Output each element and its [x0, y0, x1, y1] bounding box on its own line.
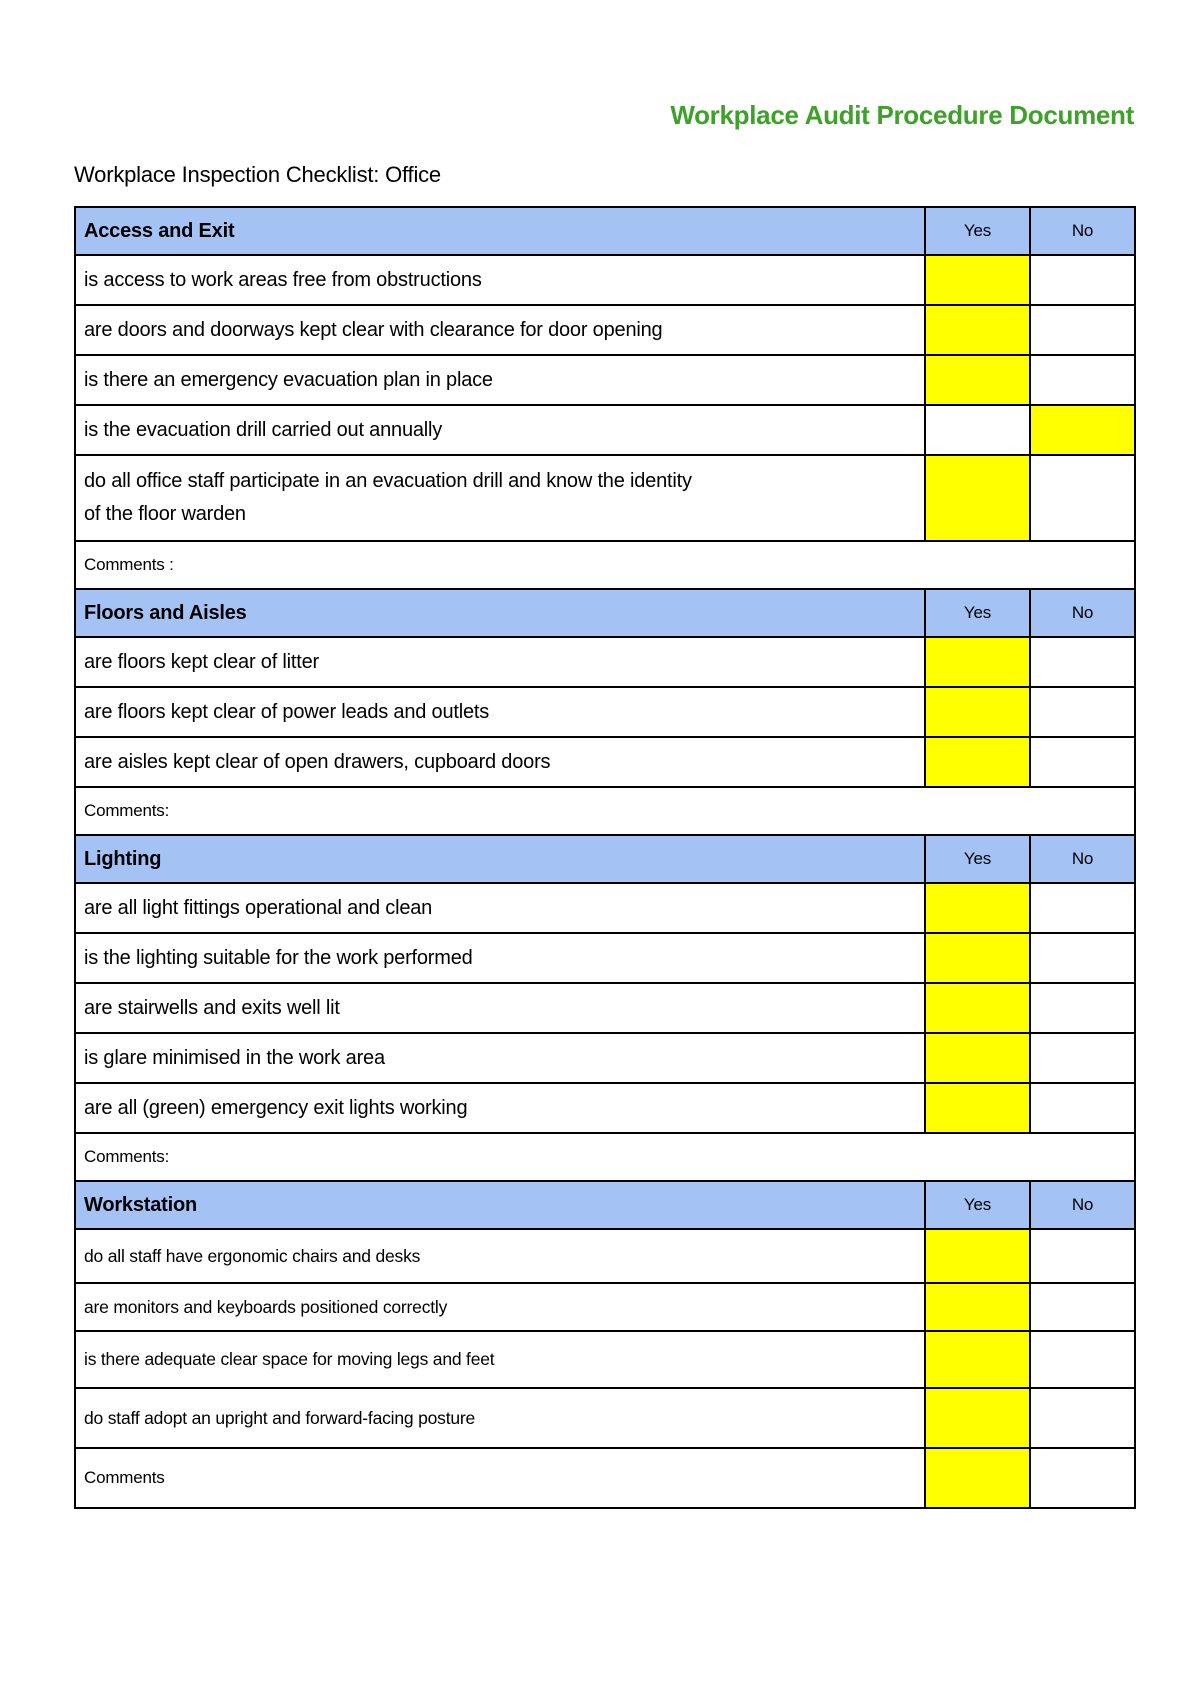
checklist-row: [75, 405, 1135, 455]
question-text: are all light fittings operational and clean: [75, 883, 925, 933]
yes-cell[interactable]: [925, 737, 1030, 787]
section-header-access-and-exit: [75, 207, 1135, 255]
comments-field[interactable]: Comments :: [75, 541, 1135, 589]
checklist-row: [75, 933, 1135, 983]
no-cell[interactable]: [1030, 737, 1135, 787]
no-cell[interactable]: [1030, 687, 1135, 737]
no-cell[interactable]: [1030, 933, 1135, 983]
question-text: are doors and doorways kept clear with clearance for door opening: [75, 305, 925, 355]
question-text: are floors kept clear of power leads and outlets: [75, 687, 925, 737]
comments-row: [75, 541, 1135, 589]
yes-cell[interactable]: [925, 1083, 1030, 1133]
question-text: are floors kept clear of litter: [75, 637, 925, 687]
checklist-row: [75, 1083, 1135, 1133]
no-column-header: No: [1030, 835, 1135, 883]
no-cell[interactable]: [1030, 1229, 1135, 1283]
no-cell[interactable]: [1030, 405, 1135, 455]
yes-cell[interactable]: [925, 405, 1030, 455]
yes-cell[interactable]: [925, 983, 1030, 1033]
document-header-title: Workplace Audit Procedure Document: [670, 100, 1134, 130]
comments-row: [75, 787, 1135, 835]
no-cell[interactable]: [1030, 983, 1135, 1033]
yes-cell[interactable]: [925, 1033, 1030, 1083]
checklist-row: [75, 737, 1135, 787]
yes-cell[interactable]: [925, 687, 1030, 737]
checklist-row: [75, 687, 1135, 737]
yes-cell[interactable]: [925, 1229, 1030, 1283]
question-text: [75, 455, 925, 541]
section-header-floors-and-aisles: [75, 589, 1135, 637]
no-column-header: No: [1030, 207, 1135, 255]
yes-cell[interactable]: [925, 1388, 1030, 1448]
section-title: Lighting: [75, 835, 925, 883]
yes-cell[interactable]: [925, 1283, 1030, 1331]
section-title: Floors and Aisles: [75, 589, 925, 637]
checklist-row: [75, 883, 1135, 933]
question-text: is the lighting suitable for the work performed: [75, 933, 925, 983]
question-line-1: do all office staff participate in an evacuation drill and know the identity: [84, 470, 692, 492]
question-text: is access to work areas free from obstructions: [75, 255, 925, 305]
yes-cell[interactable]: [925, 355, 1030, 405]
comments-field[interactable]: Comments:: [75, 1133, 1135, 1181]
yes-cell[interactable]: [925, 933, 1030, 983]
checklist-row: [75, 1388, 1135, 1448]
no-cell[interactable]: [1030, 255, 1135, 305]
section-title: Workstation: [75, 1181, 925, 1229]
no-cell[interactable]: [1030, 455, 1135, 541]
comments-row: [75, 1448, 1135, 1508]
no-cell[interactable]: [1030, 1331, 1135, 1388]
checklist-row: [75, 637, 1135, 687]
question-text: is there an emergency evacuation plan in place: [75, 355, 925, 405]
no-column-header: No: [1030, 1181, 1135, 1229]
question-text: are all (green) emergency exit lights working: [75, 1083, 925, 1133]
checklist-title: Workplace Inspection Checklist: Office: [74, 162, 441, 187]
yes-cell[interactable]: [925, 1448, 1030, 1508]
no-cell[interactable]: [1030, 1033, 1135, 1083]
question-text: are aisles kept clear of open drawers, cupboard doors: [75, 737, 925, 787]
comments-row: [75, 1133, 1135, 1181]
yes-cell[interactable]: [925, 255, 1030, 305]
checklist-row: [75, 255, 1135, 305]
yes-cell[interactable]: [925, 883, 1030, 933]
checklist-row: [75, 983, 1135, 1033]
comments-field[interactable]: Comments: [75, 1448, 925, 1508]
no-cell[interactable]: [1030, 305, 1135, 355]
question-text: is glare minimised in the work area: [75, 1033, 925, 1083]
yes-column-header: Yes: [925, 1181, 1030, 1229]
yes-column-header: Yes: [925, 589, 1030, 637]
question-text: do all staff have ergonomic chairs and desks: [75, 1229, 925, 1283]
no-cell[interactable]: [1030, 637, 1135, 687]
no-column-header: No: [1030, 589, 1135, 637]
question-text: is the evacuation drill carried out annually: [75, 405, 925, 455]
checklist-row: [75, 1331, 1135, 1388]
checklist-row: [75, 1229, 1135, 1283]
checklist-row: [75, 1283, 1135, 1331]
checklist-row: [75, 455, 1135, 541]
yes-column-header: Yes: [925, 207, 1030, 255]
no-cell[interactable]: [1030, 1388, 1135, 1448]
no-cell[interactable]: [1030, 1083, 1135, 1133]
question-line-2: of the floor warden: [84, 503, 246, 525]
checklist-row: [75, 305, 1135, 355]
checklist-row: [75, 1033, 1135, 1083]
no-cell[interactable]: [1030, 883, 1135, 933]
section-header-lighting: [75, 835, 1135, 883]
question-text: are stairwells and exits well lit: [75, 983, 925, 1033]
section-title: Access and Exit: [75, 207, 925, 255]
no-cell[interactable]: [1030, 1283, 1135, 1331]
question-text: do staff adopt an upright and forward-facing posture: [75, 1388, 925, 1448]
question-text: is there adequate clear space for moving legs and feet: [75, 1331, 925, 1388]
no-cell[interactable]: [1030, 1448, 1135, 1508]
yes-column-header: Yes: [925, 835, 1030, 883]
inspection-checklist-table: [74, 206, 1136, 1509]
no-cell[interactable]: [1030, 355, 1135, 405]
section-header-workstation: [75, 1181, 1135, 1229]
yes-cell[interactable]: [925, 637, 1030, 687]
comments-field[interactable]: Comments:: [75, 787, 1135, 835]
checklist-row: [75, 355, 1135, 405]
yes-cell[interactable]: [925, 455, 1030, 541]
yes-cell[interactable]: [925, 1331, 1030, 1388]
question-text: are monitors and keyboards positioned correctly: [75, 1283, 925, 1331]
yes-cell[interactable]: [925, 305, 1030, 355]
